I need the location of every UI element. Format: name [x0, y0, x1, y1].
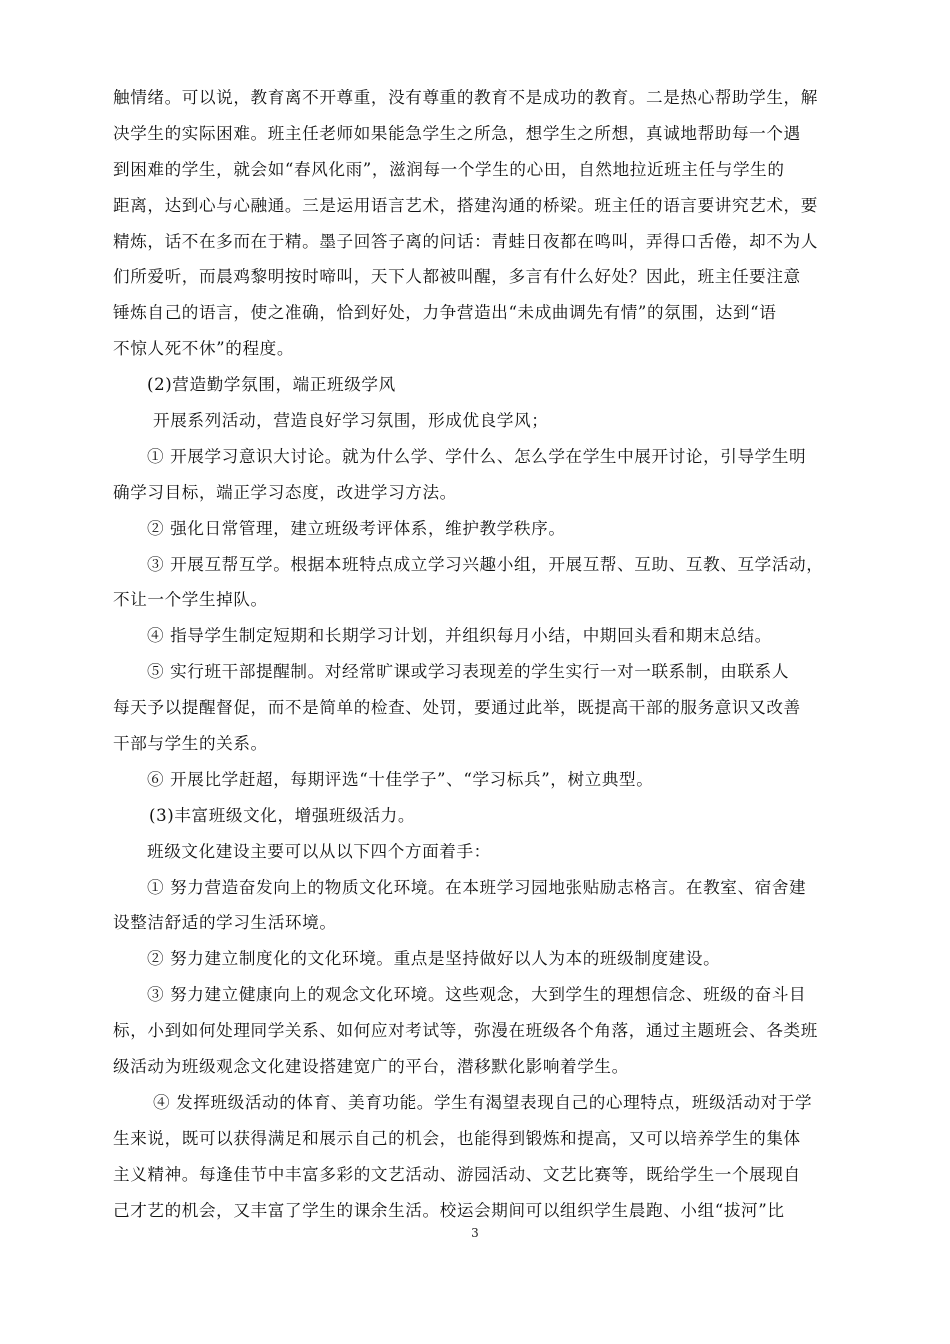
- text-line: 到困难的学生，就会如“春风化雨”，滋润每一个学生的心田，自然地拉近班主任与学生的: [113, 159, 785, 179]
- text-line: 决学生的实际困难。班主任老师如果能急学生之所急，想学生之所想，真诚地帮助每一个遇: [113, 123, 801, 143]
- page-number: 3: [471, 1226, 479, 1240]
- text-line: 主义精神。每逢佳节中丰富多彩的文艺活动、游园活动、文艺比赛等，既给学生一个展现自: [113, 1164, 801, 1184]
- list-item: ① 开展学习意识大讨论。就为什么学、学什么、怎么学在学生中展开讨论，引导学生明: [147, 446, 807, 466]
- text-line: 生来说，既可以获得满足和展示自己的机会，也能得到锻炼和提高，又可以培养学生的集体: [113, 1128, 801, 1148]
- document-body: [113, 80, 860, 1229]
- text-line: 触情绪。可以说，教育离不开尊重，没有尊重的教育不是成功的教育。二是热心帮助学生，解: [113, 88, 818, 107]
- text-line: 不让一个学生掉队。: [113, 590, 268, 610]
- list-item: ① 努力营造奋发向上的物质文化环境。在本班学习园地张贴励志格言。在教室、宿舍建: [147, 877, 807, 897]
- text-line: 确学习目标，端正学习态度，改进学习方法。: [113, 482, 457, 502]
- list-item: ④ 发挥班级活动的体育、美育功能。学生有渴望表现自己的心理特点，班级活动对于学: [153, 1092, 813, 1112]
- text-line: 标，小到如何处理同学关系、如何应对考试等，弥漫在班级各个角落，通过主题班会、各类班: [113, 1021, 818, 1041]
- text-line: 每天予以提醒督促，而不是简单的检查、处罚，要通过此举，既提高干部的服务意识又改善: [113, 698, 801, 718]
- list-item: ⑤ 实行班干部提醒制。对经常旷课或学习表现差的学生实行一对一联系制，由联系人: [147, 662, 790, 682]
- text-line: 己才艺的机会，又丰富了学生的课余生活。校运会期间可以组织学生晨跑、小组“拔河”比: [113, 1200, 785, 1220]
- section-heading: (3)丰富班级文化，增强班级活力。: [149, 805, 416, 825]
- text-line: 级活动为班级观念文化建设搭建宽广的平台，潜移默化影响着学生。: [113, 1057, 629, 1077]
- text-line: 不惊人死不休”的程度。: [113, 339, 295, 359]
- list-item: ③ 努力建立健康向上的观念文化环境。这些观念，大到学生的理想信念、班级的奋斗目: [147, 985, 807, 1005]
- list-item: ③ 开展互帮互学。根据本班特点成立学习兴趣小组，开展互帮、互助、互教、互学活动，: [147, 554, 824, 574]
- text-line: 们所爱听，而晨鸡黎明按时啼叫，天下人都被叫醒，多言有什么好处？因此，班主任要注意: [113, 267, 801, 287]
- text-line: 班级文化建设主要可以从以下四个方面着手：: [147, 841, 491, 861]
- list-item: ⑥ 开展比学赶超，每期评选“十佳学子”、“学习标兵”，树立典型。: [147, 769, 654, 789]
- text-line: 锤炼自己的语言，使之准确，恰到好处，力争营造出“未成曲调先有情”的氛围，达到“语: [113, 303, 777, 323]
- list-item: ② 努力建立制度化的文化环境。重点是坚持做好以人为本的班级制度建设。: [147, 949, 721, 969]
- list-item: ④ 指导学生制定短期和长期学习计划，并组织每月小结，中期回头看和期末总结。: [147, 626, 772, 646]
- text-line: 精炼，话不在多而在于精。墨子回答子离的问话：青蛙日夜都在鸣叫，弄得口舌倦，却不为人: [113, 231, 818, 251]
- text-line: 开展系列活动，营造良好学习氛围，形成优良学风；: [153, 411, 549, 431]
- list-item: ② 强化日常管理，建立班级考评体系，维护教学秩序。: [147, 518, 566, 538]
- text-line: 设整洁舒适的学习生活环境。: [113, 913, 337, 933]
- text-line: 距离，达到心与心融通。三是运用语言艺术，搭建沟通的桥梁。班主任的语言要讲究艺术，要: [113, 195, 818, 215]
- section-heading: (2)营造勤学氛围，端正班级学风: [147, 375, 396, 395]
- text-line: 干部与学生的关系。: [113, 734, 268, 754]
